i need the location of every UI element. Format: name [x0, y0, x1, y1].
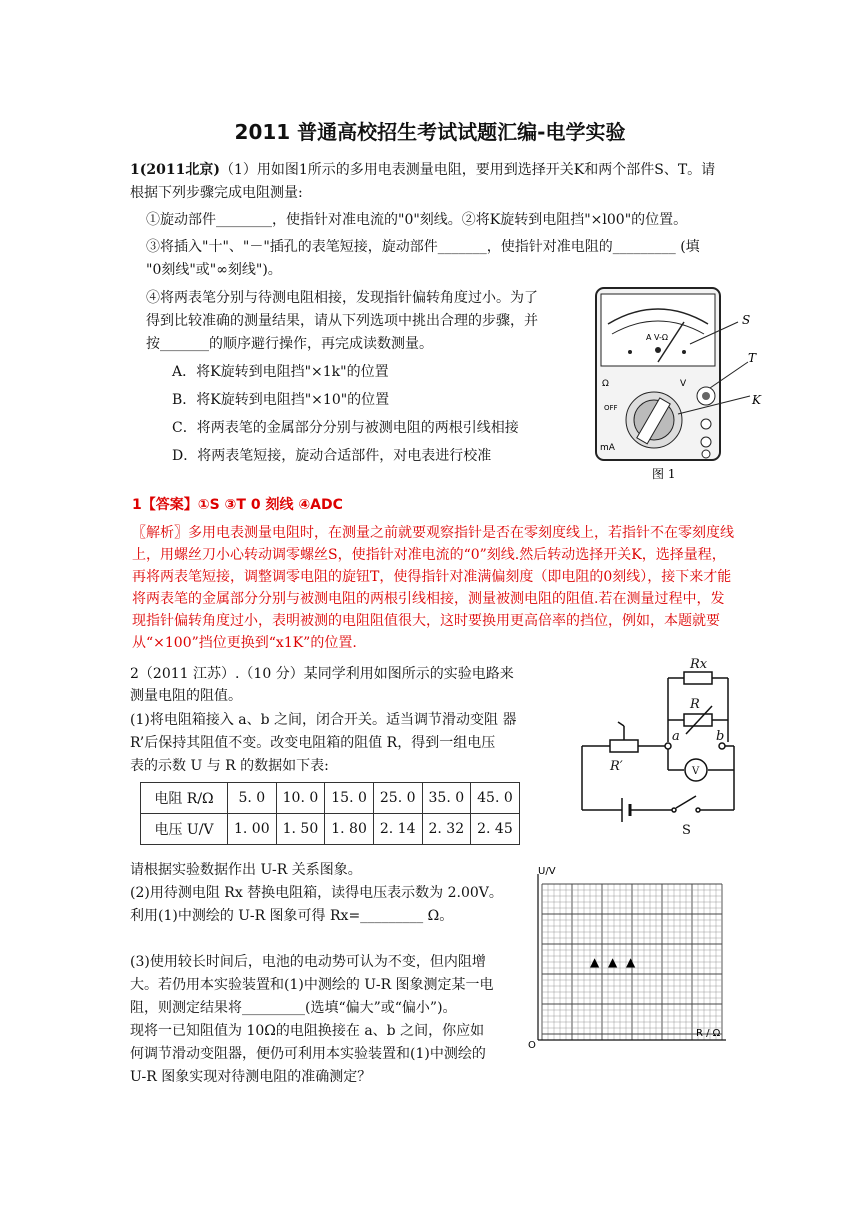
table-cell: 1. 00 [228, 814, 277, 845]
q1-option-a: A．将K旋转到电阻挡"×1k"的位置 [172, 364, 389, 380]
figure-caption: 图 1 [652, 467, 676, 481]
table-row [141, 783, 520, 814]
graph-marker: ▲ [626, 955, 636, 969]
graph-xlabel: R / Ω [696, 1028, 721, 1039]
label-a: a [672, 729, 680, 744]
table-header-r: 电阻 R/Ω [141, 783, 228, 814]
q1-line1: 1(2011北京)（1）用如图1所示的多用电表测量电阻，要用到选择开关K和两个部件S、T。请 [130, 162, 716, 178]
meter-scale-label: A V-Ω [646, 333, 669, 342]
label-rprime: R′ [610, 759, 623, 774]
data-table [140, 782, 520, 845]
label-r: R [690, 697, 700, 712]
q1-label: 1(2011北京) [130, 162, 220, 178]
page-title: 2011 普通高校招生考试试题汇编-电学实验 [234, 120, 626, 144]
q2-line12: 现将一已知阻值为 10Ω的电阻换接在 a、b 之间，你应如 [130, 1023, 485, 1039]
q2-line11: 阻，则测定结果将_________(选填“偏大”或“偏小”)。 [130, 1000, 457, 1016]
q1-line2: 根据下列步骤完成电阻测量: [130, 185, 303, 201]
q2-line5: 表的示数 U 与 R 的数据如下表: [130, 758, 329, 774]
q1-step3a: ③将插入"十"、"－"插孔的表笔短接，旋动部件_______，使指针对准电阻的_________ (填 [146, 239, 700, 255]
q2-line6: 请根据实验数据作出 U-R 关系图象。 [130, 862, 362, 878]
q1-step4c: 按_______的顺序避行操作，再完成读数测量。 [146, 336, 433, 352]
label-b: b [716, 729, 725, 744]
graph-marker: ▲ [590, 955, 600, 969]
label-s: S [742, 313, 751, 327]
table-cell: 15. 0 [325, 783, 374, 814]
table-cell: 2. 14 [373, 814, 422, 845]
table-row [141, 814, 520, 845]
table-cell: 1. 80 [325, 814, 374, 845]
q1-option-c: C．将两表笔的金属部分分别与被测电阻的两根引线相接 [172, 420, 519, 436]
q2-line14: U-R 图象实现对待测电阻的准确测定？ [130, 1069, 372, 1085]
table-cell: 5. 0 [228, 783, 277, 814]
q1-option-b: B．将K旋转到电阻挡"×10"的位置 [172, 392, 390, 408]
q1-step3b: "0刻线"或"∞刻线")。 [146, 262, 282, 278]
label-t: T [748, 351, 757, 365]
table-header-u: 电压 U/V [141, 814, 228, 845]
q1-step4b: 得到比较准确的测量结果，请从下列选项中挑出合理的步骤，并 [146, 313, 538, 329]
table-cell: 45. 0 [471, 783, 520, 814]
off-label: OFF [604, 404, 618, 412]
table-cell: 25. 0 [373, 783, 422, 814]
table-cell: 2. 45 [471, 814, 520, 845]
multimeter-figure [592, 284, 772, 484]
q2-line2: 测量电阻的阻值。 [130, 688, 242, 704]
q2-line7: (2)用待测电阻 Rx 替换电阻箱，读得电压表示数为 2.00V。 [130, 885, 503, 901]
graph-origin: O [528, 1040, 536, 1050]
q2-line1: 2（2011 江苏）.（10 分）某同学利用如图所示的实验电路来 [130, 666, 514, 682]
ohm-label: Ω [602, 379, 609, 389]
ma-label: mA [600, 443, 615, 453]
q2-line13: 何调节滑动变阻器，便仍可利用本实验装置和(1)中测绘的 [130, 1046, 486, 1062]
table-cell: 35. 0 [422, 783, 471, 814]
label-s: S [682, 823, 691, 838]
table-cell: 1. 50 [276, 814, 325, 845]
graph-ylabel: U/V [538, 866, 556, 877]
answer-1: 1【答案】①S ③T 0 刻线 ④ADC [132, 497, 343, 513]
circuit-diagram [572, 658, 762, 842]
q2-line8: 利用(1)中测绘的 U-R 图象可得 Rx=_________ Ω。 [130, 908, 454, 924]
table-cell: 2. 32 [422, 814, 471, 845]
graph-marker: ▲ [608, 955, 618, 969]
q1-step1: ①旋动部件________，使指针对准电流的"0"刻线。②将K旋转到电阻挡"×l00"的位置。 [146, 212, 688, 228]
q1-step4a: ④将两表笔分别与待测电阻相接，发现指针偏转角度过小。为了 [146, 290, 538, 306]
q2-line3: (1)将电阻箱接入 a、b 之间，闭合开关。适当调节滑动变阻 器 [130, 712, 517, 728]
ur-graph [520, 862, 732, 1050]
explanation-1: 〖解析〗多用电表测量电阻时，在测量之前就要观察指针是否在零刻度线上，若指针不在零刻度线上，用螺丝刀小心转动调零螺丝S，使指针对准电流的“0”刻线.然后转动选择开关K，选择量程，再将两表笔短接，调整调零电阻的旋钮T，使得指针对准满偏刻度（即电阻的0刻线），接下来才能将两表笔的金属部分分别与被测电阻的两根引线相接，测量被测电阻的阻值.若在测量过程中，发现指针偏转角度过小，表明被测的电阻阻值很大，这时要换用更高倍率的挡位，例如，本题就要从“×100”挡位更换到“x1K”的位置. [132, 525, 734, 651]
label-k: K [752, 393, 761, 407]
q2-line9: (3)使用较长时间后，电池的电动势可认为不变，但内阻增 [130, 954, 486, 970]
q2-line10: 大。若仍用本实验装置和(1)中测绘的 U-R 图象测定某一电 [130, 977, 494, 993]
voltmeter-label: V [692, 766, 700, 777]
q1-option-d: D．将两表笔短接，旋动合适部件，对电表进行校准 [172, 448, 492, 464]
table-cell: 10. 0 [276, 783, 325, 814]
q2-line4: R’后保持其阻值不变。改变电阻箱的阻值 R，得到一组电压 [130, 735, 496, 751]
v-label: V [680, 379, 687, 389]
label-rx: Rx [690, 658, 708, 672]
